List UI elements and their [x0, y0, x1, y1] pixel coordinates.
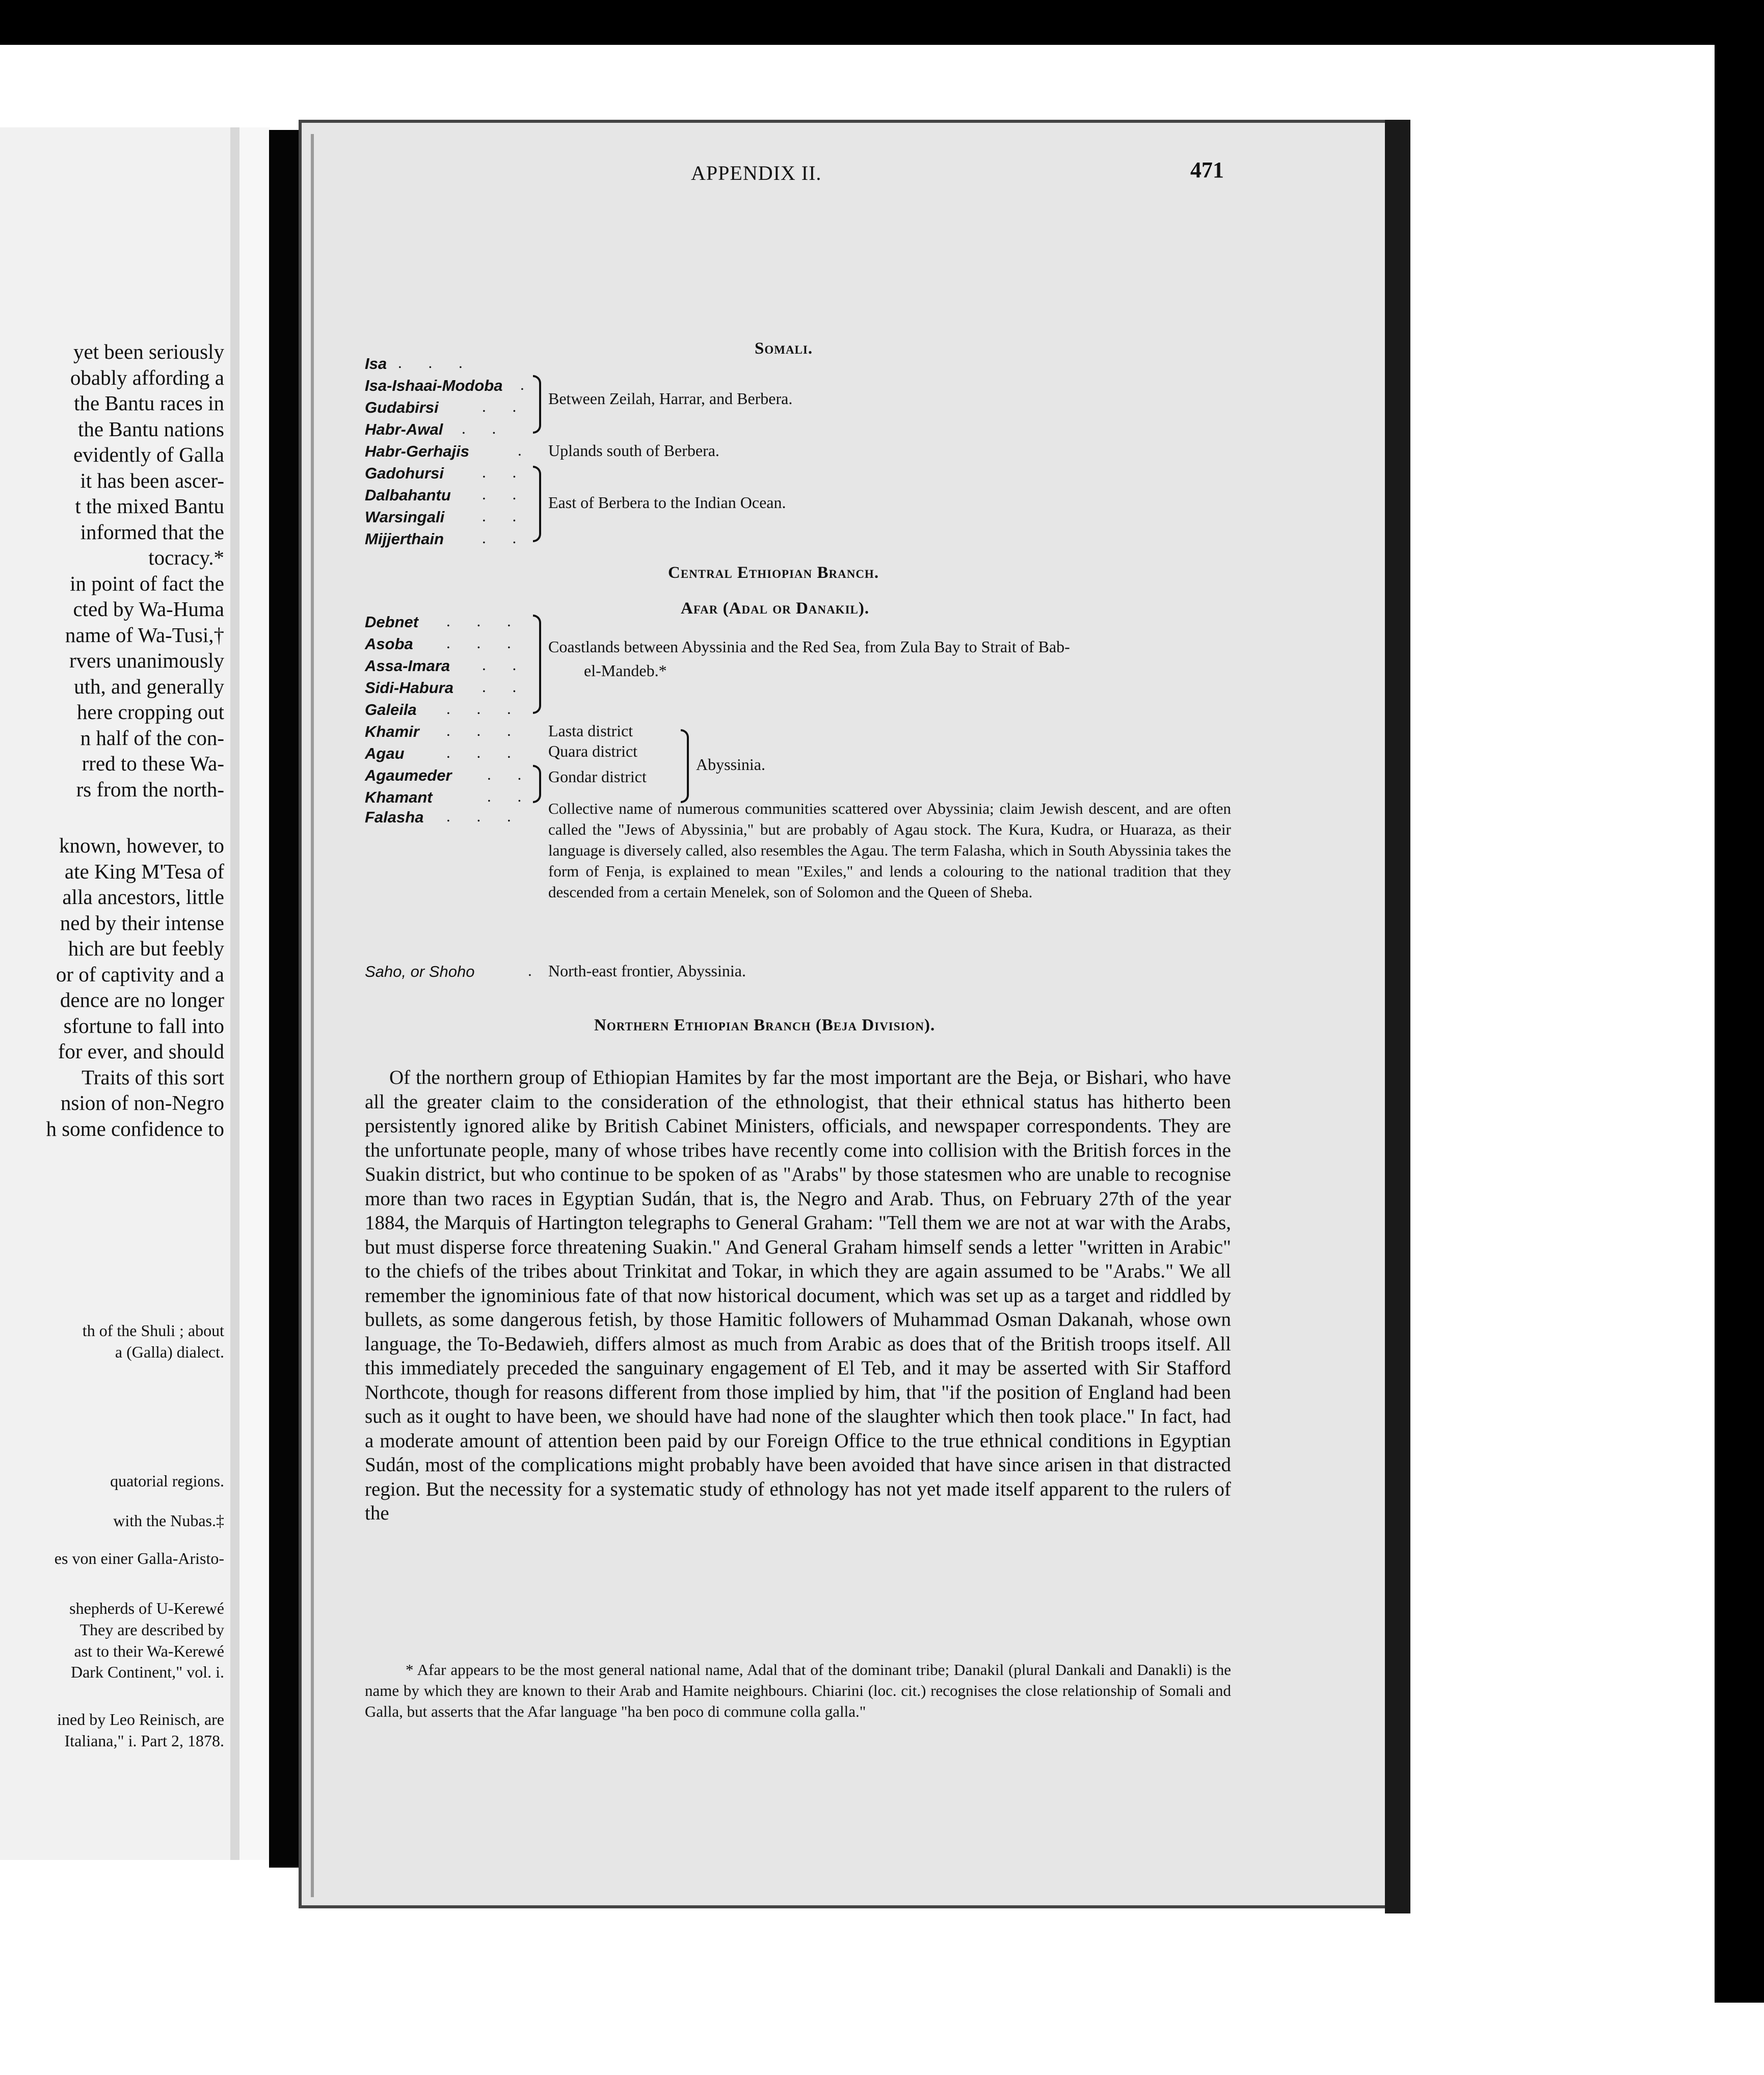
body-paragraph: Of the northern group of Ethiopian Hamites by far the most important are the Beja, or Bishari, who have all the greater claim to the consideration of the ethnologist, that their ethnical status has hitherto been persistently ignored alike by British Cabinet Ministers, officials, and newspaper correspondents. They are the unfortunate people, many of whose tribes have recently come into collision with the British forces in the Suakin district, but who continue to be spoken of as "Arabs" by those statesmen who are unable to recognise more than two races in Egyptian Sudán, that is, the Negro and Arab. Thus, on February 27th of the year 1884, the Marquis of Hartington telegraphs to General Graham: "Tell them we are not at war with the Arabs, but must disperse force threatening Suakin." And General Graham himself sends a letter "written in Arabic" to the chiefs of the tribes about Trinkitat and Tokar, in which they are again assumed to be "Arabs." We all remember the ignominious fate of that now historical document, which was set up as a target and riddled by bullets, as some dangerous fetish, by those Hamitic followers of Muhammad Osman Dakanah, whose own language, the To-Bedawieh, differs almost as much from Arabic as does that of the British troops itself. All this immediately preceded the sanguinary engagement of El Teb, and it may be asserted with Sir Stafford Northcote, though for reasons different from those implied by him, that "if the position of England had been such as it ought to have been, we should have had none of the slaughter which then took place." In fact, had a moderate amount of attention been paid by our Foreign Office to the true ethnical conditions in Egyptian Sudán, most of the complications might probably have been avoided that have since arisen in that distracted region. But the necessity for a systematic study of ethnology has not yet made itself apparent to the rulers of the — [365, 1067, 1231, 1524]
brace — [533, 466, 541, 542]
left-page-line: t the mixed Bantu — [75, 494, 224, 518]
left-page-line: tocracy.* — [148, 546, 224, 569]
left-page-line: n half of the con- — [80, 726, 224, 750]
leader-dots: . . . — [446, 634, 522, 652]
leader-dots: . . — [482, 507, 528, 525]
left-page-line: cted by Wa-Huma — [73, 597, 224, 621]
falasha-desc: Collective name of numerous communities scattered over Abyssinia; claim Jewish descent, and are often called the "Jews of Abyssinia," but are probably of Agau stock. The Kura, Kudra, or Huaraza, as their language is diversely called, also resembles the Agau. The term Falasha, which in South Abyssinia takes the form of Fenja, is explained to mean "Exiles," and lends a colouring to the national tradition that they descended from a certain Menelek, son of Solomon and the Queen of Sheba. — [548, 800, 1231, 901]
leader-dots: . — [518, 441, 533, 459]
tribe-label: Gudabirsi — [365, 398, 439, 416]
tribe-label: Warsingali — [365, 508, 445, 526]
leader-dots: . . . — [446, 612, 522, 630]
left-page-line: nsion of non-Negro — [60, 1091, 224, 1114]
leader-dots: . . . — [446, 700, 522, 717]
abyssinia-desc: Abyssinia. — [696, 755, 765, 774]
tribe-label: Galeila — [365, 701, 417, 719]
left-page-line: it has been ascer- — [80, 468, 224, 492]
left-page-line: in point of fact the — [70, 571, 224, 595]
page-content — [3, 3, 1231, 1786]
left-page-line: here cropping out — [76, 700, 224, 724]
tribe-label: Dalbahantu — [365, 486, 451, 504]
left-page-line: the Bantu races in — [74, 391, 224, 415]
right-page — [299, 120, 1389, 1908]
left-page-line: hich are but feebly — [68, 937, 224, 960]
tribe-label: Khamant — [365, 788, 433, 806]
northern-heading: Northern Ethiopian Branch (Beja Division). — [594, 1016, 936, 1034]
left-page-line: ate King M'Tesa of — [64, 859, 224, 883]
left-page-line: Traits of this sort — [82, 1065, 224, 1089]
left-page-line: the Bantu nations — [78, 417, 224, 441]
left-page-line: sfortune to fall into — [63, 1014, 224, 1038]
somali-heading: Somali. — [755, 339, 813, 358]
saho-label: Saho, or Shoho — [365, 963, 475, 980]
brace — [533, 765, 541, 803]
leader-dots: . . . — [446, 722, 522, 739]
tribe-label: Debnet — [365, 613, 419, 631]
afar-subheading: Afar (Adal or Danakil). — [681, 599, 870, 618]
left-page-line: rvers unanimously — [69, 649, 224, 672]
left-page-line: rs from the north- — [76, 777, 224, 801]
leader-dots: . — [520, 376, 536, 393]
left-page-note-line: th of the Shuli ; about — [82, 1321, 224, 1340]
left-page-line: uth, and generally — [74, 674, 224, 698]
left-page-line: or of captivity and a — [56, 962, 224, 986]
afar-desc-1: Coastlands between Abyssinia and the Red Sea, from Zula Bay to Strait of Bab- — [548, 637, 1070, 656]
brace — [533, 615, 541, 714]
left-page-line: h some confidence to — [46, 1116, 224, 1140]
page-number: 471 — [1190, 157, 1224, 182]
leader-dots: . . — [482, 485, 528, 503]
somali-desc-3: East of Berbera to the Indian Ocean. — [548, 493, 786, 512]
leader-dots: . . — [487, 787, 533, 805]
leader-dots: . . . — [398, 354, 474, 371]
tribe-label: Agau — [365, 744, 405, 762]
leader-dots: . . — [482, 529, 528, 547]
lasta-desc: Lasta district — [548, 722, 633, 740]
left-page-line: dence are no longer — [60, 988, 224, 1012]
somali-desc-1: Between Zeilah, Harrar, and Berbera. — [548, 389, 793, 408]
tribe-label: Gadohursi — [365, 464, 444, 482]
leader-dots: . . — [462, 419, 507, 437]
brace — [681, 729, 689, 803]
left-page-note-line: es von einer Galla-Aristo- — [54, 1549, 224, 1567]
page-edge-shadow — [1385, 120, 1410, 1913]
left-page-line: rred to these Wa- — [82, 752, 224, 775]
tribe-label: Falasha — [365, 808, 424, 826]
left-page-line: name of Wa-Tusi,† — [65, 623, 224, 647]
central-heading: Central Ethiopian Branch. — [668, 564, 879, 582]
leader-dots: . . . — [446, 807, 522, 825]
left-page-note-line: Italiana," i. Part 2, 1878. — [64, 1732, 224, 1750]
left-page-line: for ever, and should — [58, 1040, 224, 1063]
tribe-label: Isa — [365, 355, 387, 373]
leader-dots: . — [528, 962, 543, 979]
tribe-label: Agaumeder — [365, 766, 452, 784]
leader-dots: . . — [482, 678, 528, 696]
left-page-note-line: Dark Continent," vol. i. — [70, 1663, 224, 1681]
tribe-label: Asoba — [365, 635, 413, 653]
tribe-label: Assa-Imara — [365, 657, 450, 675]
left-page-note-line: a (Galla) dialect. — [115, 1343, 224, 1361]
left-page-note-line: ast to their Wa-Kerewé — [74, 1642, 224, 1660]
leader-dots: . . . — [446, 743, 522, 761]
leader-dots: . . — [487, 765, 533, 783]
quara-desc: Quara district — [548, 742, 638, 760]
running-title: APPENDIX II. — [691, 162, 822, 184]
left-page-note-line: They are described by — [79, 1620, 224, 1639]
left-page-line: evidently of Galla — [73, 443, 224, 466]
left-page-line: informed that the — [80, 520, 224, 544]
gondar-desc: Gondar district — [548, 767, 647, 786]
tribe-label: Habr-Gerhajis — [365, 442, 470, 460]
scan-bottom-margin — [0, 2003, 1764, 2075]
left-page-line: alla ancestors, little — [62, 885, 224, 909]
left-page-note-line: quatorial regions. — [110, 1472, 224, 1490]
brace — [533, 375, 541, 434]
left-page-line: known, however, to — [59, 834, 224, 857]
left-page-note-line: shepherds of U-Kerewé — [69, 1599, 224, 1617]
leader-dots: . . — [482, 397, 528, 415]
left-page-note-line: with the Nubas.‡ — [113, 1511, 224, 1530]
tribe-label: Sidi-Habura — [365, 679, 453, 697]
leader-dots: . . — [482, 656, 528, 674]
left-page-note-line: ined by Leo Reinisch, are — [57, 1710, 224, 1728]
scan-right-border — [1715, 31, 1764, 2003]
tribe-label: Khamir — [365, 723, 419, 740]
tribe-label: Habr-Awal — [365, 420, 443, 438]
left-page-line: ned by their intense — [60, 911, 224, 935]
saho-desc: North-east frontier, Abyssinia. — [548, 962, 746, 980]
leader-dots: . . — [482, 463, 528, 481]
tribe-label: Isa-Ishaai-Modoba — [365, 377, 503, 394]
somali-desc-2: Uplands south of Berbera. — [548, 441, 719, 460]
tribe-label: Mijjerthain — [365, 530, 444, 548]
left-page-line: obably affording a — [70, 365, 224, 389]
afar-desc-2: el-Mandeb.* — [584, 661, 667, 680]
footnote: * Afar appears to be the most general national name, Adal that of the dominant tribe; Danakil (plural Dankali and Danakli) is the name by which they are known to their Arab and Hamite neighbours. Chiarini (loc. cit.) recognises the close relationship of Somali and Galla, but asserts that the Afar language "ha ben poco di commune colla galla." — [365, 1661, 1231, 1720]
left-page-line: yet been seriously — [73, 340, 224, 363]
